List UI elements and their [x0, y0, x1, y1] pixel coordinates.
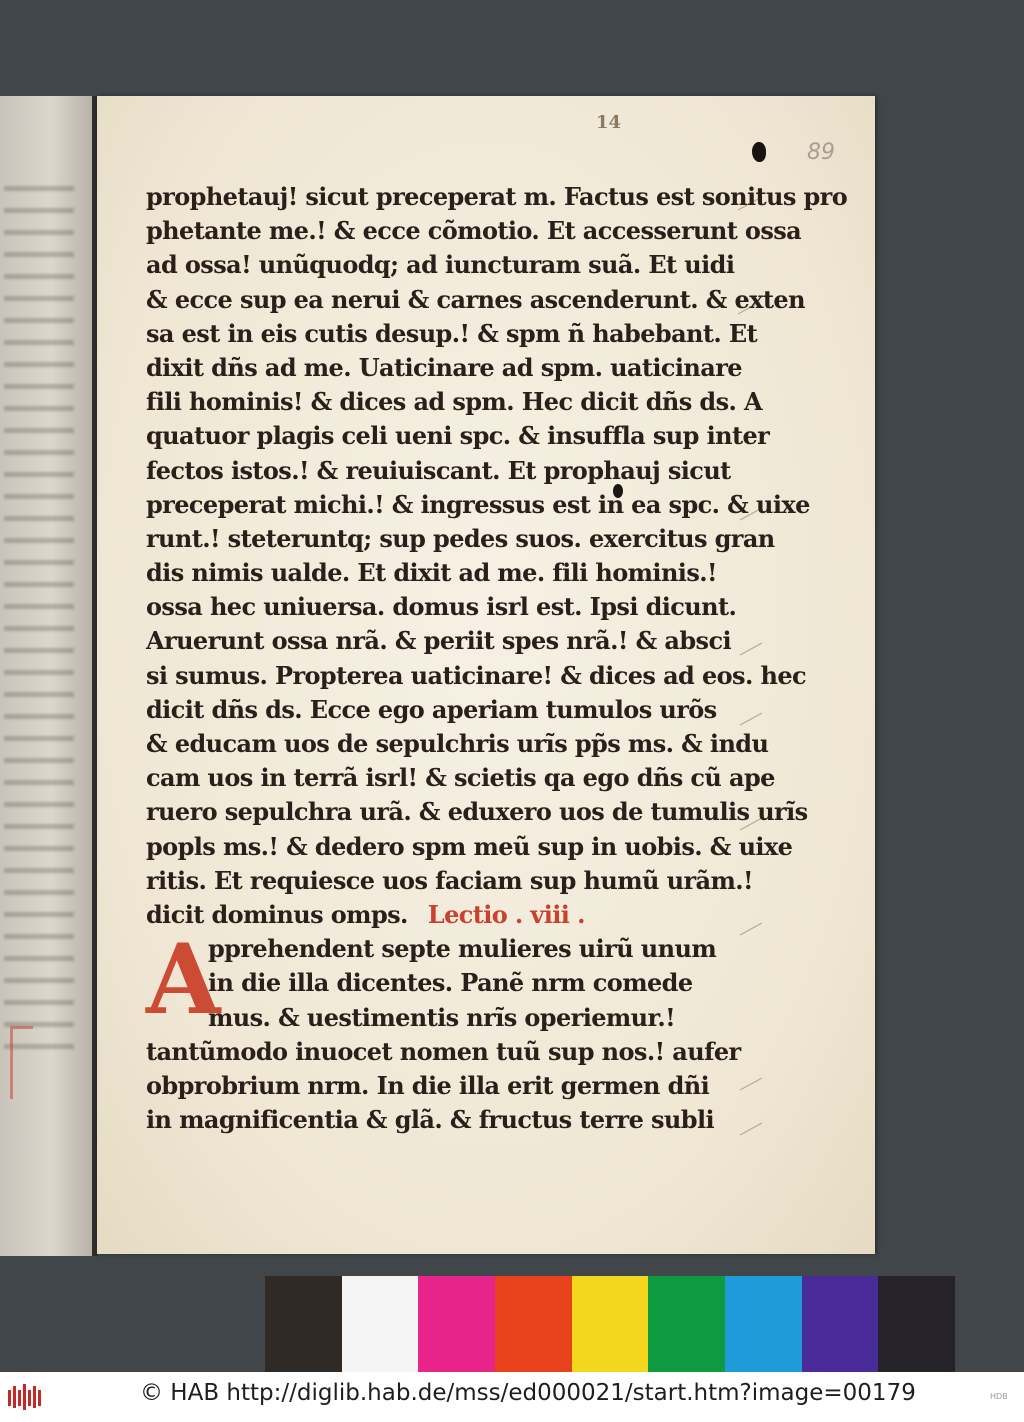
- text-line: Aruerunt ossa nrã. & periit spes nrã.! & absci: [146, 626, 731, 656]
- color-patch: [342, 1276, 419, 1372]
- text-line: dixit dñs ad me. Uaticinare ad spm. uaticinare: [146, 352, 742, 382]
- text-line: obprobrium nrm. In die illa erit germen dñi: [146, 1070, 710, 1100]
- text-line: quatuor plagis celi ueni spc. & insuffla sup inter: [146, 421, 770, 451]
- text-line: phetante me.! & ecce cõmotio. Et accesserunt ossa: [146, 216, 802, 246]
- decorated-initial: A: [146, 923, 221, 1036]
- color-patch: [495, 1276, 572, 1372]
- color-patch: [802, 1276, 879, 1372]
- text-lines: [146, 180, 848, 898]
- rubric-lectio: Lectio . viii .: [427, 899, 585, 929]
- quire-mark: 14: [596, 112, 622, 133]
- previous-page-text: [4, 186, 74, 1066]
- color-patch: [648, 1276, 725, 1372]
- text-line: mus. & uestimentis nrĩs operiemur.!: [208, 1002, 676, 1032]
- initial-text-lines: [146, 932, 736, 1035]
- text-line: tantũmodo inuocet nomen tuũ sup nos.! aufer: [146, 1036, 741, 1066]
- text-line: ad ossa! unũquodq; ad iuncturam suã. Et uidi: [146, 250, 735, 280]
- text-line: & educam uos de sepulchris urĩs pp̃s ms. & indu: [146, 729, 769, 758]
- manuscript-text: [146, 180, 848, 1137]
- text-line: dis nimis ualde. Et dixit ad me. fili hominis.!: [146, 558, 717, 588]
- previous-page-initial: [10, 1026, 33, 1099]
- text-line-closing: [146, 898, 736, 932]
- text-line: sa est in eis cutis desup.! & spm ñ habebant. Et: [146, 318, 758, 348]
- text-line: ruero sepulchra urã. & eduxero uos de tumulis urĩs: [146, 797, 808, 827]
- color-patch: [265, 1276, 342, 1372]
- footer-bar: [0, 1372, 1024, 1422]
- text-line: in die illa dicentes. Panẽ nrm comede: [208, 968, 693, 998]
- text-line: cam uos in terrã isrl! & scietis qa ego dñs cũ ape: [146, 763, 775, 793]
- closing-formula: dicit dominus omps.: [146, 899, 408, 929]
- previous-page-edge: [0, 96, 92, 1256]
- text-line: ritis. Et requiesce uos faciam sup humũ urãm.!: [146, 865, 753, 895]
- ink-blot: [752, 142, 766, 162]
- text-line: fectos istos.! & reuiuiscant. Et prophauj sicut: [146, 455, 731, 485]
- hab-logo-icon: [8, 1384, 44, 1410]
- text-line: dicit dñs ds. Ecce ego aperiam tumulos urõs: [146, 694, 717, 724]
- text-line: runt.! steteruntq; sup pedes suos. exercitus gran: [146, 523, 775, 553]
- text-line: in magnificentia & glã. & fructus terre subli: [146, 1105, 714, 1135]
- copyright-link[interactable]: © HAB http://diglib.hab.de/mss/ed000021/start.htm?image=00179: [140, 1380, 916, 1406]
- text-line: si sumus. Propterea uaticinare! & dices ad eos. hec: [146, 660, 806, 690]
- text-line: ossa hec uniuersa. domus isrl est. Ipsi dicunt.: [146, 592, 737, 622]
- color-patch: [878, 1276, 955, 1372]
- color-patch: [418, 1276, 495, 1372]
- text-line: pprehendent septe mulieres uirũ unum: [208, 934, 717, 964]
- color-patch: [572, 1276, 649, 1372]
- text-line: popls ms.! & dedero spm meũ sup in uobis. & uixe: [146, 831, 793, 861]
- text-line: fili hominis! & dices ad spm. Hec dicit dñs ds. A: [146, 387, 763, 417]
- color-calibration-chart: [265, 1276, 955, 1372]
- color-patch: [725, 1276, 802, 1372]
- folio-number: 89: [807, 140, 835, 165]
- text-line: prophetauj! sicut preceperat m. Factus est sonitus pro: [146, 182, 848, 211]
- footer-tag: HDB: [990, 1392, 1008, 1401]
- text-line: & ecce sup ea nerui & carnes ascenderunt. & exten: [146, 284, 805, 314]
- text-line: preceperat michi.! & ingressus est in ea spc. & uixe: [146, 489, 810, 519]
- final-text-lines: [146, 1035, 741, 1138]
